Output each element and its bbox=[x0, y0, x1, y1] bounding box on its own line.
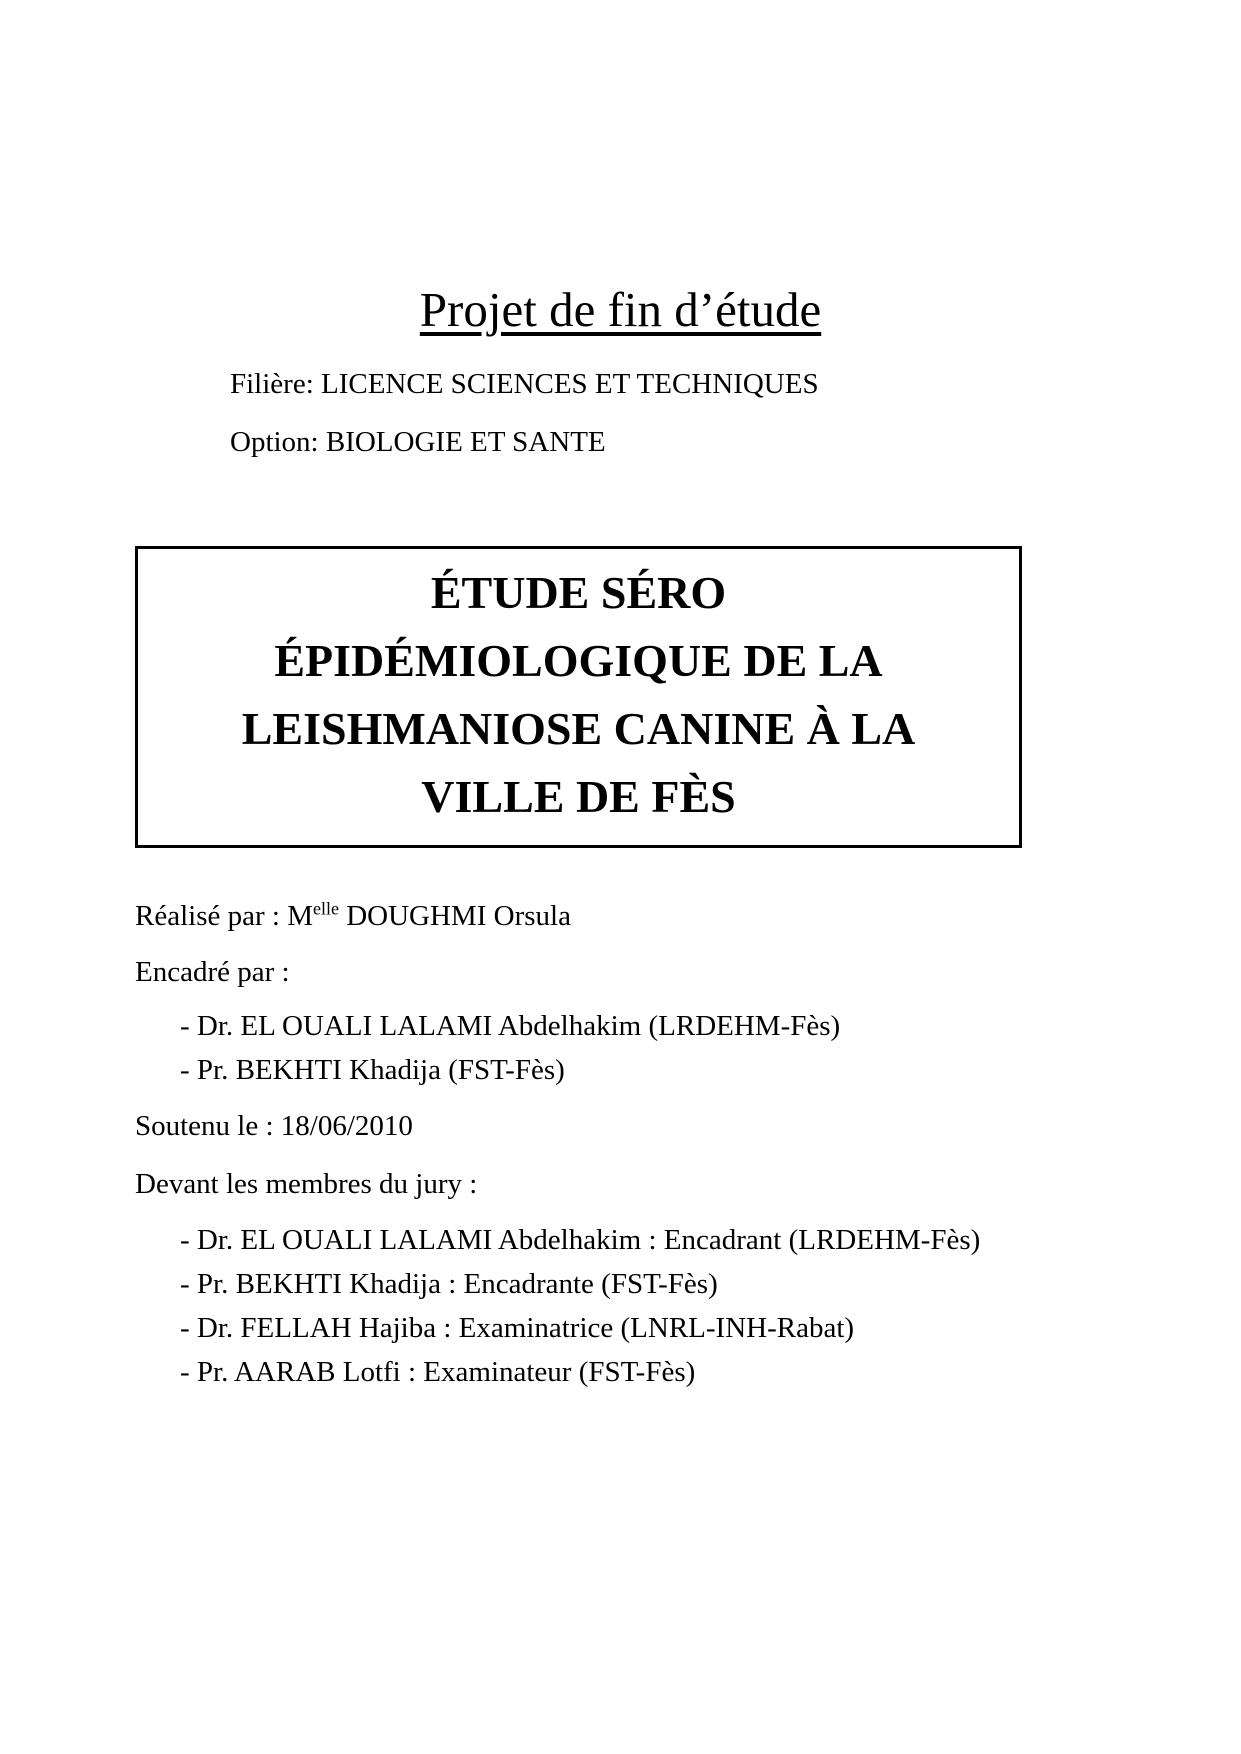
realise-par-line bbox=[135, 896, 1022, 936]
realise-par-name: DOUGHMI Orsula bbox=[338, 900, 571, 932]
encadrant-item: - Dr. EL OUALI LALAMI Abdelhakim (LRDEHM-Fès) bbox=[180, 1010, 841, 1042]
option-line: Option: BIOLOGIE ET SANTE bbox=[230, 426, 606, 458]
thesis-title-box bbox=[135, 546, 1022, 848]
jury-item: - Pr. BEKHTI Khadija : Encadrante (FST-Fès) bbox=[180, 1268, 718, 1300]
page-title bbox=[0, 282, 1241, 338]
filiere-line: Filière: LICENCE SCIENCES ET TECHNIQUES bbox=[230, 368, 819, 400]
jury-item: - Dr. FELLAH Hajiba : Examinatrice (LNRL-INH-Rabat) bbox=[180, 1312, 855, 1344]
thesis-title-line-4: VILLE DE FÈS bbox=[421, 771, 736, 822]
jury-list bbox=[135, 1218, 1022, 1394]
thesis-title-line-1: ÉTUDE SÉRO bbox=[430, 567, 727, 618]
soutenu-line: Soutenu le : 18/06/2010 bbox=[135, 1110, 413, 1142]
jury-label: Devant les membres du jury : bbox=[135, 1168, 478, 1200]
realise-par-superscript: elle bbox=[312, 898, 339, 919]
thesis-title-line-3: LEISHMANIOSE CANINE À LA bbox=[241, 703, 916, 754]
realise-par-prefix: Réalisé par : M bbox=[135, 900, 313, 932]
jury-item: - Pr. AARAB Lotfi : Examinateur (FST-Fès) bbox=[180, 1356, 696, 1388]
page-title-text: Projet de fin d’étude bbox=[419, 282, 822, 337]
thesis-title-line-2: ÉPIDÉMIOLOGIQUE DE LA bbox=[274, 635, 883, 686]
jury-item: - Dr. EL OUALI LALAMI Abdelhakim : Encadrant (LRDEHM-Fès) bbox=[180, 1224, 981, 1256]
encadre-par-label: Encadré par : bbox=[135, 956, 290, 988]
encadrants-list bbox=[135, 1004, 1022, 1092]
page-content bbox=[135, 364, 1022, 1394]
encadrant-item: - Pr. BEKHTI Khadija (FST-Fès) bbox=[180, 1054, 565, 1086]
